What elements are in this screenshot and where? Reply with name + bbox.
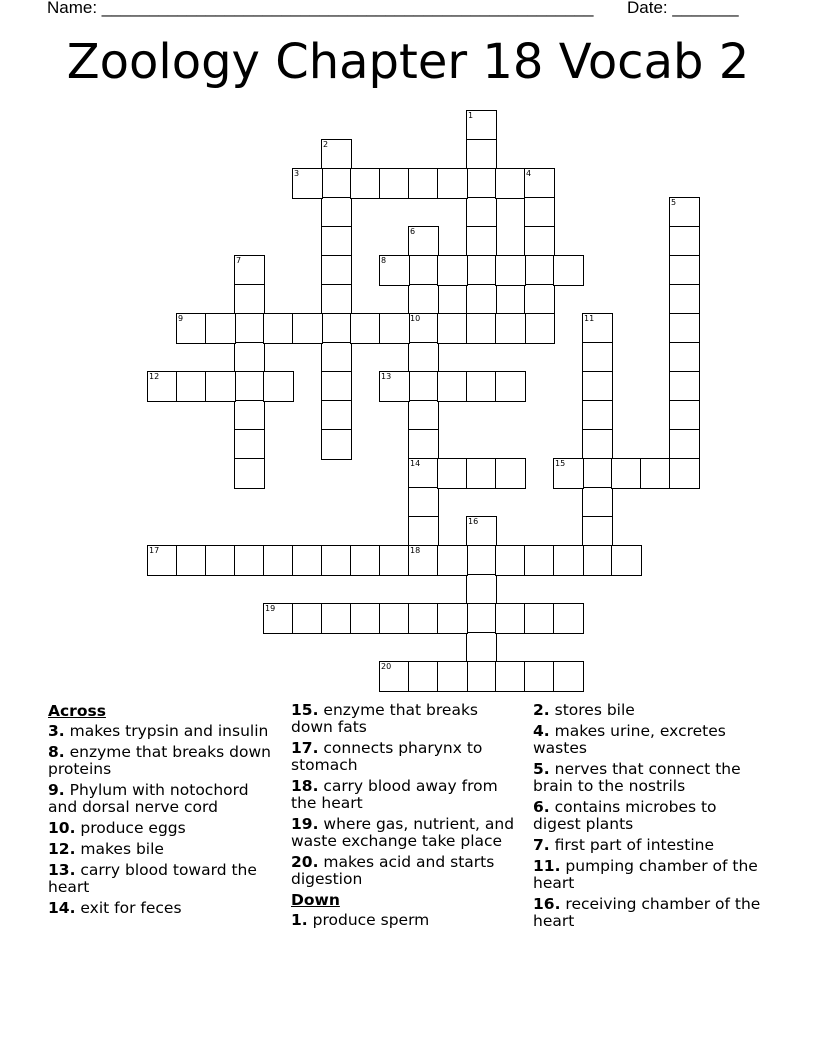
crossword-cell[interactable] [321, 400, 352, 431]
crossword-cell[interactable] [321, 255, 352, 286]
cell-number: 8 [381, 256, 387, 265]
clue-number: 9. [48, 781, 65, 799]
crossword-cell[interactable] [669, 197, 700, 228]
crossword-cell[interactable] [437, 255, 468, 286]
crossword-cell[interactable] [379, 168, 410, 199]
crossword-cell[interactable] [669, 400, 700, 431]
clue-number: 20. [291, 853, 319, 871]
cell-number: 19 [265, 604, 276, 613]
crossword-cell[interactable] [321, 284, 352, 315]
cell-number: 6 [410, 227, 416, 236]
clue-item [48, 820, 280, 837]
crossword-cell[interactable] [524, 313, 555, 344]
clues-column-2 [291, 702, 521, 933]
crossword-cell[interactable] [379, 545, 410, 576]
crossword-cell[interactable] [321, 429, 352, 460]
clue-text: exit for feces [80, 899, 182, 917]
cell-number: 9 [178, 314, 184, 323]
crossword-cell[interactable] [205, 545, 236, 576]
crossword-cell[interactable] [408, 342, 439, 373]
crossword-cell[interactable] [524, 545, 555, 576]
clue-number: 10. [48, 819, 76, 837]
crossword-cell[interactable] [379, 371, 410, 402]
crossword-cell[interactable] [379, 313, 410, 344]
crossword-cell[interactable] [466, 168, 497, 199]
cell-number: 14 [410, 459, 421, 468]
cell-number: 13 [381, 372, 392, 381]
clue-text: enzyme that breaks down fats [291, 701, 478, 736]
crossword-cell[interactable] [466, 255, 497, 286]
crossword-cell[interactable] [495, 603, 526, 634]
crossword-cell[interactable] [408, 284, 439, 315]
cell-number: 12 [149, 372, 160, 381]
crossword-cell[interactable] [466, 603, 497, 634]
crossword-cell[interactable] [669, 371, 700, 402]
clue-text: makes acid and starts digestion [291, 853, 495, 888]
clue-text: Phylum with notochord and dorsal nerve cord [48, 781, 249, 816]
crossword-cell[interactable] [321, 168, 352, 199]
cell-number: 10 [410, 314, 421, 323]
crossword-cell[interactable] [234, 255, 265, 286]
crossword-cell[interactable] [234, 429, 265, 460]
clue-text: carry blood away from the heart [291, 777, 498, 812]
crossword-cell[interactable] [408, 603, 439, 634]
crossword-cell[interactable] [524, 603, 555, 634]
crossword-cell[interactable] [582, 400, 613, 431]
crossword-cell[interactable] [176, 545, 207, 576]
crossword-cell[interactable] [176, 313, 207, 344]
crossword-cell[interactable] [234, 342, 265, 373]
crossword-cell[interactable] [234, 284, 265, 315]
clue-number: 15. [291, 701, 319, 719]
down-heading: Down [291, 891, 340, 909]
crossword-cell[interactable] [611, 545, 642, 576]
clue-number: 18. [291, 777, 319, 795]
crossword-cell[interactable] [466, 226, 497, 257]
crossword-cell[interactable] [669, 458, 700, 489]
crossword-cell[interactable] [553, 661, 584, 692]
clue-number: 6. [533, 798, 550, 816]
clue-text: contains microbes to digest plants [533, 798, 717, 833]
clue-text: produce eggs [80, 819, 186, 837]
cell-number: 5 [671, 198, 677, 207]
clues-column-1 [48, 702, 280, 921]
crossword-cell[interactable] [408, 545, 439, 576]
crossword-cell[interactable] [466, 313, 497, 344]
crossword-cell[interactable] [292, 545, 323, 576]
crossword-cell[interactable] [524, 226, 555, 257]
crossword-cell[interactable] [408, 313, 439, 344]
crossword-cell[interactable] [321, 226, 352, 257]
crossword-cell[interactable] [408, 487, 439, 518]
name-field-line[interactable]: Name: ____________________________________________________ [47, 0, 594, 17]
crossword-cell[interactable] [437, 313, 468, 344]
crossword-cell[interactable] [466, 516, 497, 547]
clue-text: receiving chamber of the heart [533, 895, 761, 930]
crossword-cell[interactable] [176, 371, 207, 402]
clue-number: 3. [48, 722, 65, 740]
crossword-cell[interactable] [495, 313, 526, 344]
crossword-cell[interactable] [408, 458, 439, 489]
cell-number: 3 [294, 169, 300, 178]
crossword-cell[interactable] [466, 574, 497, 605]
crossword-cell[interactable] [408, 429, 439, 460]
clue-number: 1. [291, 911, 308, 929]
crossword-cell[interactable] [582, 342, 613, 373]
crossword-cell[interactable] [582, 487, 613, 518]
clue-item [533, 799, 763, 833]
crossword-cell[interactable] [234, 371, 265, 402]
crossword-cell[interactable] [524, 197, 555, 228]
crossword-cell[interactable] [582, 371, 613, 402]
crossword-cell[interactable] [495, 545, 526, 576]
crossword-cell[interactable] [553, 255, 584, 286]
crossword-cell[interactable] [524, 168, 555, 199]
clue-item [533, 858, 763, 892]
crossword-cell[interactable] [350, 545, 381, 576]
clue-number: 5. [533, 760, 550, 778]
clue-text: stores bile [554, 701, 635, 719]
crossword-cell[interactable] [292, 168, 323, 199]
crossword-cell[interactable] [321, 545, 352, 576]
crossword-cell[interactable] [582, 429, 613, 460]
clue-item [291, 702, 521, 736]
cell-number: 2 [323, 140, 329, 149]
crossword-cell[interactable] [553, 603, 584, 634]
clue-number: 2. [533, 701, 550, 719]
clue-number: 11. [533, 857, 561, 875]
cell-number: 15 [555, 459, 566, 468]
crossword-cell[interactable] [350, 168, 381, 199]
crossword-cell[interactable] [611, 458, 642, 489]
clue-item [291, 854, 521, 888]
clue-item [533, 896, 763, 930]
clue-text: makes urine, excretes wastes [533, 722, 726, 757]
clue-text: connects pharynx to stomach [291, 739, 483, 774]
crossword-cell[interactable] [466, 371, 497, 402]
crossword-cell[interactable] [408, 400, 439, 431]
crossword-cell[interactable] [205, 371, 236, 402]
crossword-cell[interactable] [408, 516, 439, 547]
crossword-cell[interactable] [321, 342, 352, 373]
clue-item [291, 816, 521, 850]
crossword-cell[interactable] [466, 110, 497, 141]
crossword-cell[interactable] [669, 284, 700, 315]
clue-text: makes bile [80, 840, 164, 858]
cell-number: 7 [236, 256, 242, 265]
clue-item [533, 702, 763, 719]
crossword-cell[interactable] [466, 284, 497, 315]
crossword-cell[interactable] [437, 545, 468, 576]
clue-item [533, 837, 763, 854]
cell-number: 16 [468, 517, 479, 526]
crossword-cell[interactable] [495, 661, 526, 692]
clue-item [48, 744, 280, 778]
crossword-cell[interactable] [234, 400, 265, 431]
crossword-cell[interactable] [669, 429, 700, 460]
crossword-cell[interactable] [379, 255, 410, 286]
clue-number: 14. [48, 899, 76, 917]
crossword-cell[interactable] [234, 313, 265, 344]
crossword-cell[interactable] [292, 313, 323, 344]
crossword-cell[interactable] [669, 226, 700, 257]
crossword-cell[interactable] [263, 371, 294, 402]
crossword-cell[interactable] [437, 168, 468, 199]
crossword-cell[interactable] [437, 458, 468, 489]
crossword-cell[interactable] [408, 661, 439, 692]
crossword-cell[interactable] [408, 168, 439, 199]
clue-item [533, 723, 763, 757]
crossword-cell[interactable] [379, 603, 410, 634]
crossword-cell[interactable] [408, 371, 439, 402]
cell-number: 4 [526, 169, 532, 178]
clue-number: 19. [291, 815, 319, 833]
crossword-cell[interactable] [466, 458, 497, 489]
crossword-cell[interactable] [495, 168, 526, 199]
crossword-cell[interactable] [466, 661, 497, 692]
crossword-cell[interactable] [263, 545, 294, 576]
crossword-cell[interactable] [524, 284, 555, 315]
cell-number: 11 [584, 314, 595, 323]
crossword-cell[interactable] [234, 545, 265, 576]
crossword-cell[interactable] [321, 313, 352, 344]
clue-number: 16. [533, 895, 561, 913]
crossword-cell[interactable] [582, 516, 613, 547]
clue-item [533, 761, 763, 795]
crossword-cell[interactable] [147, 371, 178, 402]
cell-number: 1 [468, 111, 474, 120]
crossword-cell[interactable] [582, 545, 613, 576]
crossword-cell[interactable] [321, 139, 352, 170]
crossword-cell[interactable] [495, 458, 526, 489]
crossword-cell[interactable] [408, 255, 439, 286]
clue-text: where gas, nutrient, and waste exchange take place [291, 815, 515, 850]
crossword-cell[interactable] [669, 342, 700, 373]
cell-number: 20 [381, 662, 392, 671]
clue-text: nerves that connect the brain to the nostrils [533, 760, 741, 795]
clue-text: carry blood toward the heart [48, 861, 257, 896]
clue-number: 13. [48, 861, 76, 879]
date-field-line[interactable]: Date: _______ [627, 0, 739, 17]
clue-item [291, 740, 521, 774]
clue-item [48, 862, 280, 896]
crossword-cell[interactable] [640, 458, 671, 489]
crossword-cell[interactable] [466, 197, 497, 228]
crossword-cell[interactable] [350, 603, 381, 634]
clue-text: pumping chamber of the heart [533, 857, 758, 892]
crossword-cell[interactable] [553, 458, 584, 489]
crossword-cell[interactable] [582, 458, 613, 489]
clue-item [48, 723, 280, 740]
clue-item [291, 912, 521, 929]
crossword-cell[interactable] [466, 545, 497, 576]
crossword-cell[interactable] [379, 661, 410, 692]
crossword-cell[interactable] [582, 313, 613, 344]
clue-item [291, 778, 521, 812]
clue-number: 8. [48, 743, 65, 761]
page-title: Zoology Chapter 18 Vocab 2 [66, 34, 750, 90]
crossword-cell[interactable] [321, 197, 352, 228]
crossword-cell[interactable] [234, 458, 265, 489]
crossword-cell[interactable] [437, 661, 468, 692]
crossword-cell[interactable] [437, 603, 468, 634]
crossword-cell[interactable] [495, 255, 526, 286]
clue-number: 12. [48, 840, 76, 858]
crossword-cell[interactable] [205, 313, 236, 344]
crossword-cell[interactable] [524, 661, 555, 692]
crossword-cell[interactable] [321, 603, 352, 634]
crossword-cell[interactable] [437, 371, 468, 402]
clue-number: 7. [533, 836, 550, 854]
clues-column-3 [533, 702, 763, 934]
clue-item [48, 782, 280, 816]
clue-text: produce sperm [312, 911, 430, 929]
clue-number: 4. [533, 722, 550, 740]
crossword-cell[interactable] [553, 545, 584, 576]
crossword-cell[interactable] [495, 371, 526, 402]
crossword-cell[interactable] [350, 313, 381, 344]
clue-text: first part of intestine [554, 836, 714, 854]
crossword-cell[interactable] [669, 313, 700, 344]
clue-text: enzyme that breaks down proteins [48, 743, 271, 778]
crossword-cell[interactable] [147, 545, 178, 576]
crossword-cell[interactable] [408, 226, 439, 257]
crossword-cell[interactable] [292, 603, 323, 634]
clue-item [48, 841, 280, 858]
across-heading: Across [48, 702, 106, 720]
crossword-cell[interactable] [321, 371, 352, 402]
clue-number: 17. [291, 739, 319, 757]
crossword-cell[interactable] [263, 313, 294, 344]
clue-text: makes trypsin and insulin [69, 722, 269, 740]
clue-item [48, 900, 280, 917]
cell-number: 18 [410, 546, 421, 555]
cell-number: 17 [149, 546, 160, 555]
crossword-cell[interactable] [466, 139, 497, 170]
crossword-cell[interactable] [524, 255, 555, 286]
crossword-cell[interactable] [466, 632, 497, 663]
crossword-cell[interactable] [669, 255, 700, 286]
crossword-cell[interactable] [263, 603, 294, 634]
